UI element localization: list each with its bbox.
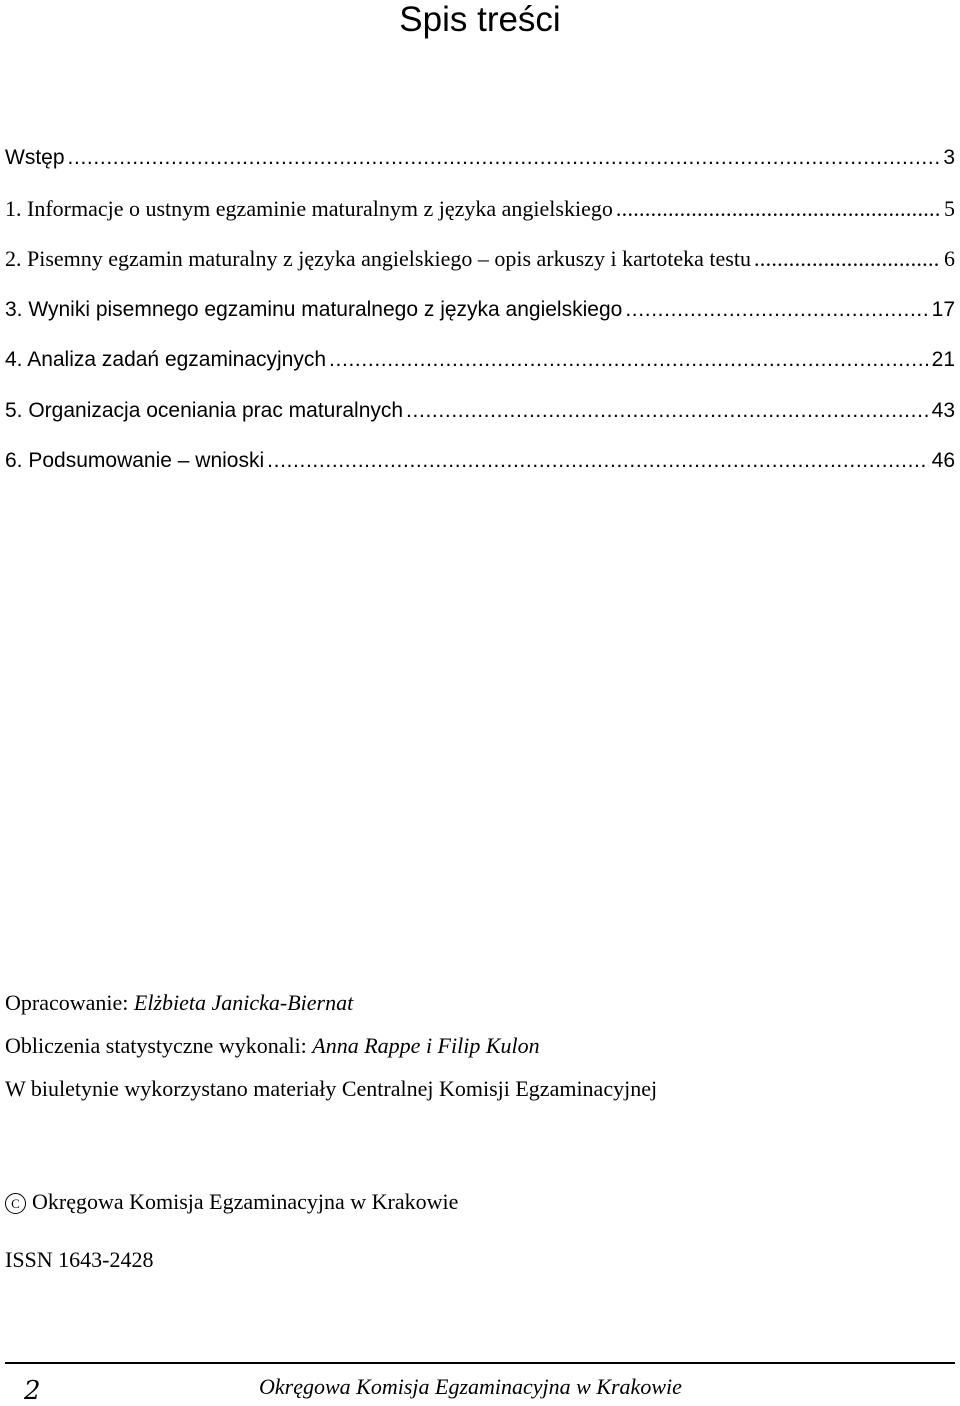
footer-divider [5,1362,955,1364]
toc-entry-3[interactable] [5,292,955,343]
toc-entry-label: 1. Informacje o ustnym egzaminie maturalnym z języka angielskiego [5,195,613,221]
toc-entry-1[interactable] [5,191,955,242]
copyright-icon: C [5,1193,26,1214]
credits-block [5,981,657,1110]
toc-entry-page: 21 [931,348,955,371]
toc-entry-page: 6 [944,246,955,271]
toc-dot-leader [267,443,929,479]
materials-line: W biuletynie wykorzystano materiały Centralnej Komisji Egzaminacyjnej [5,1076,658,1101]
toc-entry-2[interactable] [5,241,955,292]
toc-dot-leader [616,191,941,227]
toc-dot-leader [625,292,928,328]
toc-entry-page: 43 [931,398,955,422]
page-number: 2 [24,1376,41,1406]
toc-entry-label: 5. Organizacja oceniania prac maturalnych [5,398,404,422]
copyright-text: Okręgowa Komisja Egzaminacyjna w Krakowie [32,1189,459,1214]
author-name: Elżbieta Janicka-Biernat [133,990,354,1015]
toc-entry-label: 6. Podsumowanie – wnioski [5,449,265,472]
toc-dot-leader [754,241,941,277]
toc-entry-5[interactable] [5,393,955,444]
page-title: Spis treści [399,0,561,39]
toc-dot-leader [406,393,929,429]
toc-entry-label: 3. Wyniki pisemnego egzaminu maturalnego z języka angielskiego [5,297,623,321]
toc-entry-page: 3 [943,146,955,169]
toc-entry-page: 5 [944,195,955,221]
stats-line [5,1024,657,1067]
toc-entry-intro[interactable] [5,140,955,191]
stats-label: Obliczenia statystyczne wykonali: [5,1033,313,1058]
issn-number: ISSN 1643-2428 [5,1247,154,1272]
toc-entry-6[interactable] [5,443,955,494]
toc-dot-leader [68,140,941,176]
toc-entry-label: 2. Pisemny egzamin maturalny z języka angielskiego – opis arkuszy i kartoteka testu [5,246,751,271]
toc-entry-page: 46 [931,449,955,472]
toc-entry-4[interactable] [5,342,955,393]
table-of-contents [5,140,955,494]
author-line [5,981,657,1024]
stats-authors: Anna Rappe i Filip Kulon [312,1033,540,1058]
toc-dot-leader [329,342,929,378]
toc-entry-page: 17 [931,297,955,321]
author-label: Opracowanie: [5,990,134,1015]
toc-entry-label: 4. Analiza zadań egzaminacyjnych [5,348,327,371]
copyright-line [5,1180,458,1224]
toc-entry-label: Wstęp [5,146,65,169]
footer-text: Okręgowa Komisja Egzaminacyjna w Krakowie [259,1374,682,1399]
